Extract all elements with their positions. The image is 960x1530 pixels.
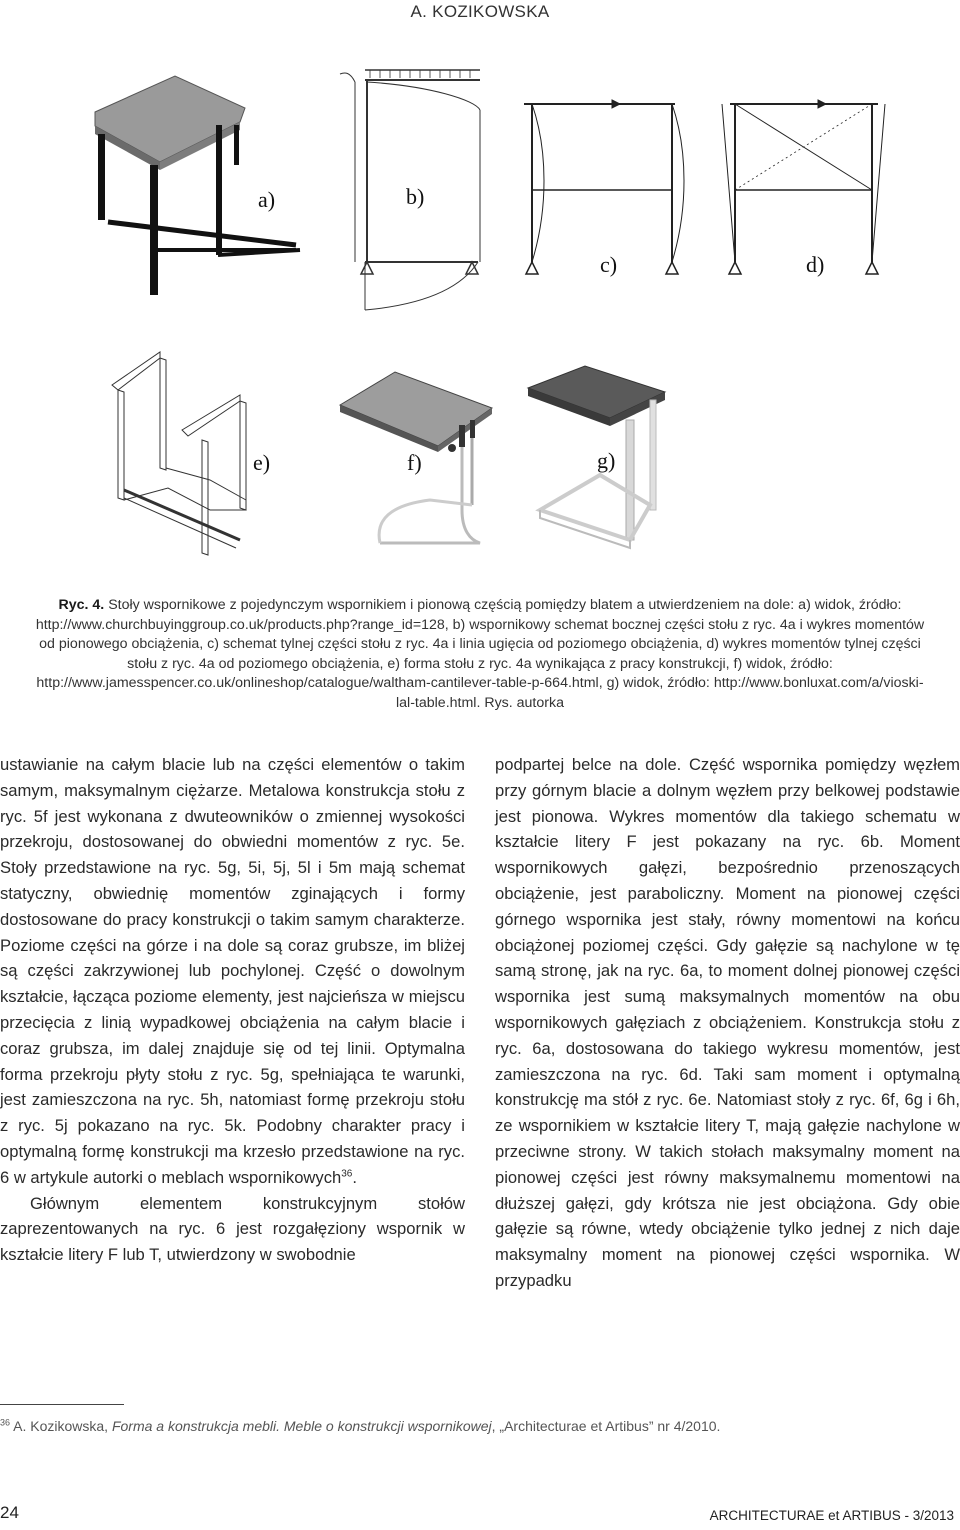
left-paragraph-1 xyxy=(0,752,465,1191)
label-d: d) xyxy=(806,252,825,277)
footnote-rule xyxy=(0,1404,124,1405)
footnote-rest: , „Architecturae et Artibus” nr 4/2010. xyxy=(491,1418,721,1434)
moment-diagram-d xyxy=(722,100,885,277)
footnote-author: A. Kozikowska, xyxy=(10,1418,112,1434)
label-c: c) xyxy=(600,252,618,277)
table-photo-g xyxy=(528,366,665,548)
running-header: A. KOZIKOWSKA xyxy=(410,2,550,21)
caption-text: Stoły wspornikowe z pojedynczym wspornikiem i pionową częścią pomiędzy blatem a utwierdzeniem na dole: a) widok, źródło: http://www.churchbuyinggroup.co.uk/products.php?range_id=128, b) wspornikowy schemat bocznej części stołu z ryc. 4a i wykres momentów od pionowego obciążenia, c) schemat tylnej części stołu z ryc. 4a i linia ugięcia od poziomego obciążenia, d) wykres momentów tylnej części stołu z ryc. 4a od poziomego obciążenia, e) forma stołu z ryc. 4a wynikająca z pracy konstrukcji, f) widok, źródło: http://www.jamesspencer.co.uk/onlineshop/catalogue/waltham-cantilever-table-p-664.html, g) widok, źródło: http://www.bonluxat.com/a/vioski-lal-table.html. Rys. autorka xyxy=(35,597,925,711)
footnote-number: 36 xyxy=(0,1417,11,1428)
left-paragraph-1-end: . xyxy=(352,1167,357,1187)
text-column-left xyxy=(0,752,465,1268)
table-photo-f xyxy=(340,372,492,543)
text-column-right xyxy=(495,752,960,1294)
label-a: a) xyxy=(258,187,276,212)
footnote-36 xyxy=(0,1418,940,1434)
figure-4 xyxy=(0,40,960,580)
left-paragraph-1-text: ustawianie na całym blacie lub na części elementów o takim samym, maksymalnym ciężarze. Metalowa konstrukcja stołu z ryc. 5f jest wykonana z dwuteowników o zmiennej wysokości przekroju, dostosowanej do obwiedni momentów z ryc. 5e. Stoły przedstawione na ryc. 5g, 5i, 5j, 5l i 5m mają schemat statyczny, obwiednię momentów zginających i formy dostosowane do pracy konstrukcji o takim samym charakterze. Poziome części na górze i na dole są coraz grubsze, im bliżej są części zakrzywionej lub pochylonej. Część o dowolnym kształcie, łącząca poziome elementy, jest najcieńsza w miejscu przecięcia z linią wypadkowej obciążenia na całym blacie i coraz grubsza, im dalej znajduje się od tej linii. Optymalna forma przekroju płyty stołu z ryc. 5g, spełniająca te warunki, jest zamieszczona na ryc. 5h, natomiast formę przekroju stołu z ryc. 5j pokazano na ryc. 5k. Podobny charakter pracy i optymalną formę konstrukcji ma krzesło przedstawione na ryc. 6 w artykule autorki o meblach wspornikowych xyxy=(0,755,465,1187)
label-e: e) xyxy=(253,450,271,475)
frame-deflection-c xyxy=(524,100,684,277)
label-g: g) xyxy=(597,448,616,473)
footnote-title: Forma a konstrukcja mebli. Meble o konstrukcji wspornikowej xyxy=(111,1418,492,1434)
table-view-a xyxy=(95,76,300,295)
structural-form-e xyxy=(112,352,270,555)
caption-label: Ryc. 4. xyxy=(58,597,105,613)
cantilever-scheme-b xyxy=(340,70,480,310)
footnote-ref-36[interactable]: 36 xyxy=(341,1168,353,1180)
page-number: 24 xyxy=(0,1503,19,1522)
journal-footer: ARCHITECTURAE et ARTIBUS - 3/2013 xyxy=(709,1508,954,1523)
figure-caption xyxy=(30,596,930,714)
label-b: b) xyxy=(406,184,425,209)
label-f: f) xyxy=(407,450,422,475)
right-paragraph-1: podpartej belce na dole. Część wspornika pomiędzy węzłem przy górnym blacie a dolnym węzłem przy belkowej podstawie jest pionowa. Wykres momentów dla takiego schematu w kształcie litery F jest pokazany na ryc. 6b. Moment wspornikowych gałęzi, bezpośrednio przenoszących obciążenie, jest paraboliczny. Moment na pionowej części górnego wspornika jest stały, równy momentowi na końcu obciążonej poziomej części. Gdy gałęzie są nachylone w tę samą stronę, jak na ryc. 6a, to moment dolnej pionowej części wspornika jest sumą maksymalnych momentów na obu wspornikowych gałęziach z obciążeniem. Konstrukcja stołu z ryc. 6a, dostosowana do takiego wykresu momentów, jest zamieszczona na ryc. 6d. Taki sam moment i optymalną konstrukcję ma stół z ryc. 6e. Natomiast stoły z ryc. 6f, 6g i 6h, ze wspornikiem w kształcie litery T, mają gałęzie nachylone w przeciwne strony. W takich stołach maksymalny moment na pionowej części jest równy maksymalnemu momentowi na dłuższej gałęzi, gdy krótsza nie jest obciążona. Gdy obie gałęzie są równe, wtedy obciążenie tylko jednej z nich daje maksymalny moment na pionowej części wspornika. W przypadku xyxy=(495,755,960,1290)
left-paragraph-2: Głównym elementem konstrukcyjnym stołów zaprezentowanych na ryc. 6 jest rozgałęziony wspornik w kształcie litery F lub T, utwierdzony w swobodnie xyxy=(0,1193,465,1265)
